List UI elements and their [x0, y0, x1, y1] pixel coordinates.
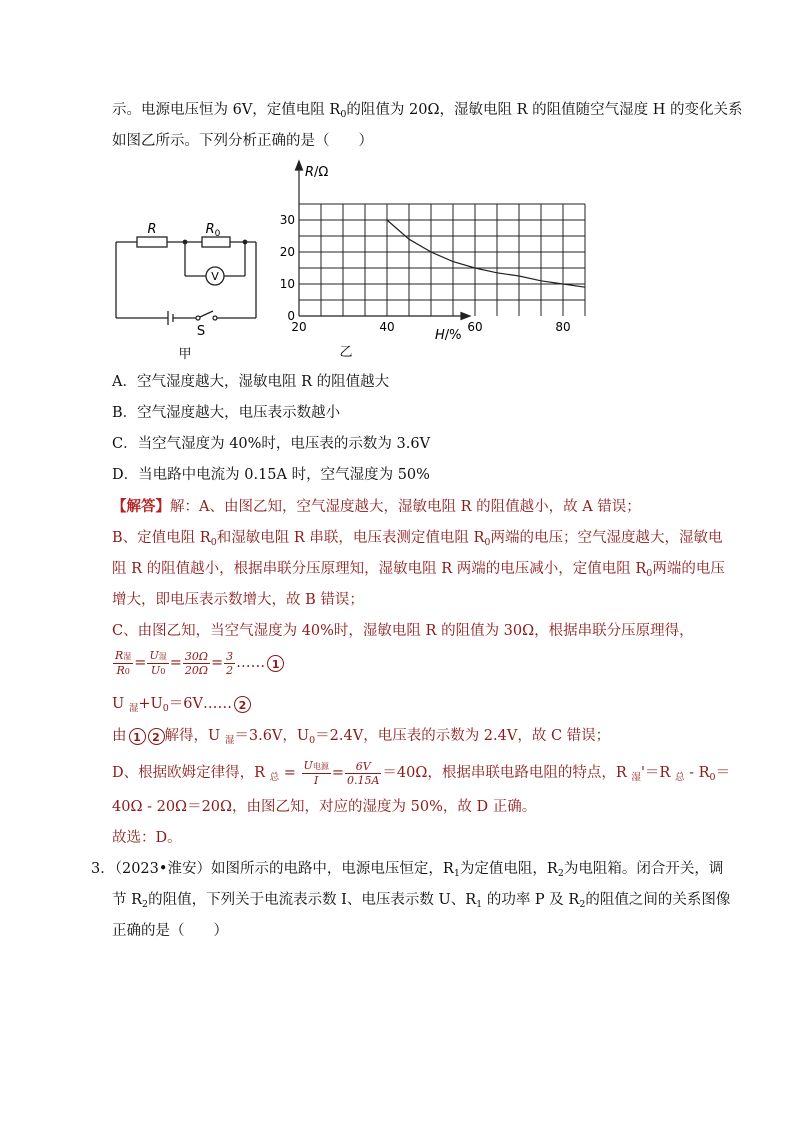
answer-line-8: 由 1 2 解得，U $_湿$＝3.6V，$U_0=2.4V$，电压表的示数为 2.4V，故 C 错误； — [112, 728, 611, 746]
x-axis-arrow — [461, 313, 470, 320]
option-a: A．空气湿度越大，湿敏电阻 R 的阻值越大 — [112, 374, 390, 390]
x-axis-label: H/% — [435, 328, 462, 343]
circle-marker-1: 1 — [267, 655, 284, 672]
y-axis-arrow — [296, 161, 303, 170]
answer-bracket: 【解答】 — [112, 498, 170, 515]
fraction-ohm-law: $\frac{\text{U电源}}{I}$ — [303, 759, 329, 787]
answer-line-1: 【解答】解：A、由图乙知，空气湿度越大，湿敏电阻 R 的阻值越小，故 A 错误； — [112, 498, 641, 515]
junction-dot — [183, 240, 188, 245]
answer-line-5: C、由图乙知，当空气湿度为 40%时，湿敏电阻 R 的阻值为 30Ω，根据串联分压原理得， — [112, 623, 694, 639]
fraction-ohm: $\frac{30\Omega}{20\Omega}$ — [184, 649, 209, 677]
circle-ref-1: 1 — [129, 728, 146, 745]
fraction-values: $\frac{6V}{0.15A}$ — [346, 759, 380, 787]
answer-line-10: 40Ω - 20Ω＝20Ω，由图乙知，对应的湿度为 50%，故 D 正确。 — [112, 799, 537, 815]
answer-line-9: D、根据欧姆定律得，R $_总$ = $\frac{\text{U电源}}{I}$ = $\frac{6V}{0.15A}$ ＝40Ω，根据串联电路电阻的特点，R $_湿$'＝R $_总 - R_0=$ — [112, 759, 731, 787]
answer-line-2: B、定值电阻 $R_0$和湿敏电阻 R 串联，电压表测定值电阻 $R_0$两端的电压；空气湿度越大，湿敏电 — [112, 530, 723, 548]
equation-2: U $_湿+U_0=6V\dots\dots$ 2 — [112, 694, 251, 719]
x-tick-label: 80 — [555, 320, 571, 334]
option-d: D．当电路中电流为 0.15A 时，空气湿度为 50% — [112, 467, 430, 483]
caption-yi: 乙 — [339, 345, 353, 360]
x-tick-label: 40 — [379, 320, 395, 334]
resistor-R — [137, 237, 167, 247]
option-b: B．空气湿度越大，电压表示数越小 — [112, 405, 341, 421]
humidity-resistance-graph — [279, 158, 571, 363]
fraction-ratio: $\frac{3}{2}$ — [226, 649, 234, 677]
question-number: 3． — [91, 861, 115, 877]
label-R0: $R_0$ — [205, 222, 221, 239]
y-tick-label: 0 — [287, 309, 295, 323]
question-3-line-2: 节 $R_2$的阻值，下列关于电流表示数 I、电压表示数 U、$R_1$ 的功率 P 及 $R_2$的阻值之间的关系图像 — [112, 892, 731, 910]
fraction-u: $\frac{\text{U湿}}{U0}$ — [149, 648, 167, 677]
equation-1: $\frac{\text{R湿}}{R0}$ = $\frac{\text{U湿}}{U0}$ = $\frac{30\Omega}{20\Omega}$ = $\frac{3}{2}$ …… 1 — [112, 648, 284, 678]
switch-label: S — [196, 324, 206, 339]
fraction-r: $\frac{\text{R湿}}{R0}$ — [115, 648, 132, 677]
label-R: R — [147, 222, 157, 237]
voltmeter-label: V — [211, 270, 219, 283]
y-tick-label: 30 — [279, 213, 295, 227]
graph-grid — [299, 204, 585, 316]
circuit-diagram — [108, 210, 273, 365]
intro-line-2: 如图乙所示。下列分析正确的是（ ） — [112, 133, 373, 149]
y-tick-label: 10 — [279, 277, 295, 291]
circle-marker-2: 2 — [234, 696, 251, 713]
resistance-curve — [387, 220, 585, 287]
y-axis-label: R/Ω — [305, 165, 329, 180]
answer-line-4: 增大，即电压表示数增大，故 B 错误； — [112, 592, 364, 608]
answer-line-11: 故选：D。 — [112, 830, 182, 846]
x-tick-label: 20 — [291, 320, 307, 334]
junction-dot — [243, 240, 248, 245]
intro-line-1: 示。电源电压恒为 6V，定值电阻 $R_0$的阻值为 20Ω，湿敏电阻 R 的阻值随空气湿度 H 的变化关系 — [112, 102, 743, 120]
x-tick-label: 60 — [467, 320, 483, 334]
question-3-line-3: 正确的是（ ） — [112, 923, 228, 939]
option-c: C．当空气湿度为 40%时，电压表的示数为 3.6V — [112, 436, 431, 452]
y-tick-label: 20 — [279, 245, 295, 259]
answer-line-3: 阻 R 的阻值越小，根据串联分压原理知，湿敏电阻 R 两端的电压减小，定值电阻 $R_0$两端的电压 — [112, 561, 725, 579]
caption-jia: 甲 — [178, 347, 192, 362]
question-3-line-1: 3．（2023•淮安）如图所示的电路中，电源电压恒定，$R_1$为定值电阻，$R_2$为电阻箱。闭合开关，调 — [91, 861, 724, 879]
circle-ref-2: 2 — [148, 728, 165, 745]
